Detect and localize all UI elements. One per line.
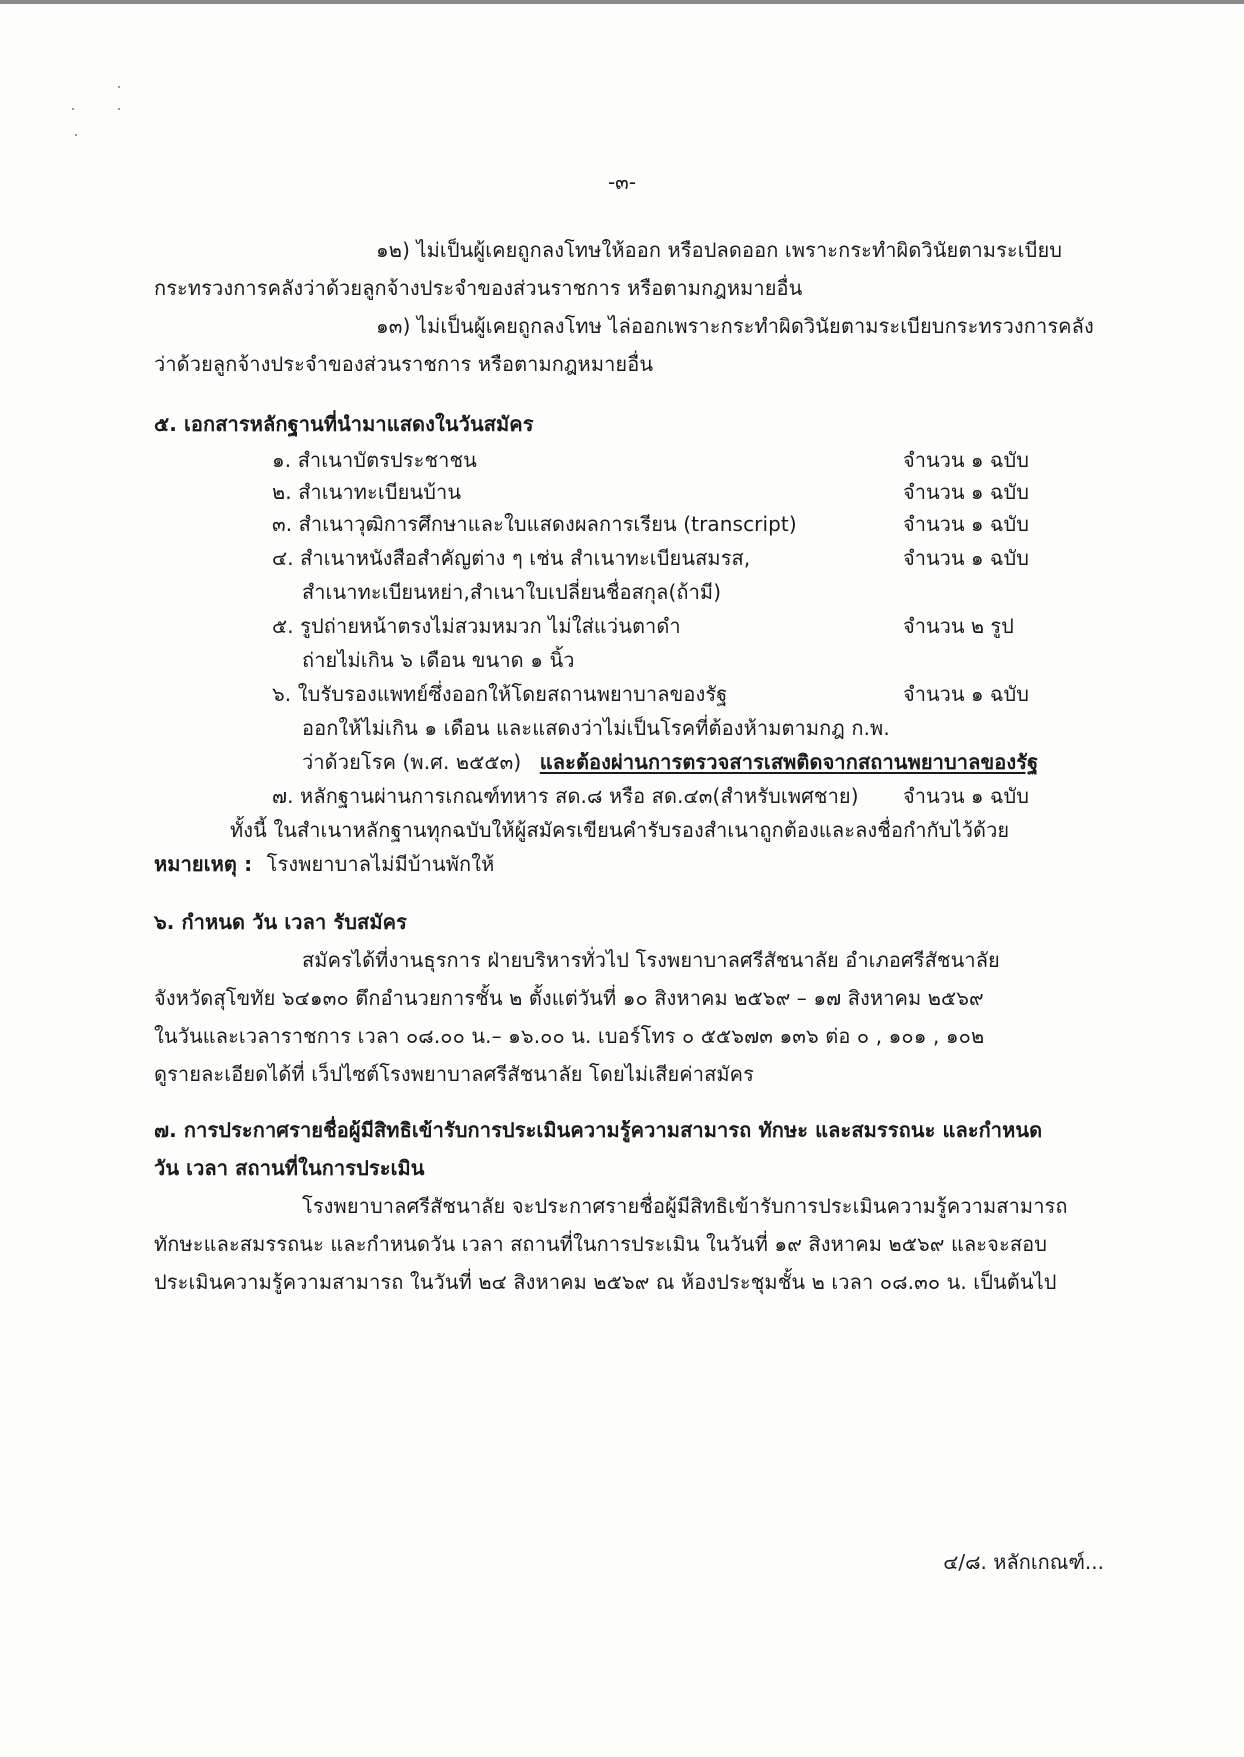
- note-line: [154, 850, 494, 878]
- doc-item-1: ๑. สำเนาบัตรประชาชน: [272, 448, 477, 472]
- doc-item-5-qty: จำนวน ๒ รูป: [903, 614, 1014, 638]
- scan-speck: [75, 134, 77, 136]
- section6-line2: จังหวัดสุโขทัย ๖๔๑๓๐ ตึกอำนวยการชั้น ๒ ตั้งแต่วันที่ ๑๐ สิงหาคม ๒๕๖๙ – ๑๗ สิงหาคม ๒๕๖๙: [154, 986, 984, 1010]
- doc-item-3-qty: จำนวน ๑ ฉบับ: [903, 512, 1029, 536]
- qualification-13-line2: ว่าด้วยลูกจ้างประจำของส่วนราชการ หรือตามกฎหมายอื่น: [154, 352, 654, 376]
- qualification-12-line1: ๑๒) ไม่เป็นผู้เคยถูกลงโทษให้ออก หรือปลดออก เพราะกระทำผิดวินัยตามระเบียบ: [376, 238, 1063, 262]
- doc-item-4-cont: สำเนาทะเบียนหย่า,สำเนาใบเปลี่ยนชื่อสกุล(ถ้ามี): [302, 580, 722, 604]
- section5-closing: ทั้งนี้ ในสำเนาหลักฐานทุกฉบับให้ผู้สมัครเขียนคำรับรองสำเนาถูกต้องและลงชื่อกำกับไว้ด้วย: [230, 818, 1010, 842]
- section6-line1: สมัครได้ที่งานธุรการ ฝ่ายบริหารทั่วไป โรงพยาบาลศรีสัชนาลัย อำเภอศรีสัชนาลัย: [302, 948, 1000, 972]
- doc-item-7-qty: จำนวน ๑ ฉบับ: [903, 784, 1029, 808]
- section5-heading: ๕. เอกสารหลักฐานที่นำมาแสดงในวันสมัคร: [154, 412, 534, 436]
- section6-heading: ๖. กำหนด วัน เวลา รับสมัคร: [154, 910, 407, 934]
- drug-test-requirement: และต้องผ่านการตรวจสารเสพติดจากสถานพยาบาลของรัฐ: [539, 750, 1039, 774]
- note-label: หมายเหตุ :: [154, 852, 253, 876]
- doc-item-6: ๖. ใบรับรองแพทย์ซึ่งออกให้โดยสถานพยาบาลของรัฐ: [272, 682, 728, 706]
- section7-heading-line1: ๗. การประกาศรายชื่อผู้มีสิทธิเข้ารับการประเมินความรู้ความสามารถ ทักษะ และสมรรถนะ และกำหนด: [154, 1118, 1043, 1142]
- note-text: โรงพยาบาลไม่มีบ้านพักให้: [266, 852, 495, 876]
- doc-item-5-cont: ถ่ายไม่เกิน ๖ เดือน ขนาด ๑ นิ้ว: [302, 648, 575, 672]
- doc-item-6-qty: จำนวน ๑ ฉบับ: [903, 682, 1029, 706]
- section7-line2: ทักษะและสมรรถนะ และกำหนดวัน เวลา สถานที่ในการประเมิน ในวันที่ ๑๙ สิงหาคม ๒๕๖๙ และจะสอบ: [154, 1232, 1048, 1256]
- section6-line4: ดูรายละเอียดได้ที่ เว็ปไซต์โรงพยาบาลศรีสัชนาลัย โดยไม่เสียค่าสมัคร: [154, 1062, 754, 1086]
- section7-line1: โรงพยาบาลศรีสัชนาลัย จะประกาศรายชื่อผู้มีสิทธิเข้ารับการประเมินความรู้ความสามารถ: [302, 1194, 1068, 1218]
- doc-item-6-cont1: ออกให้ไม่เกิน ๑ เดือน และแสดงว่าไม่เป็นโรคที่ต้องห้ามตามกฎ ก.พ.: [302, 716, 890, 740]
- doc-item-6-cont2-text: ว่าด้วยโรค (พ.ศ. ๒๕๕๓): [302, 750, 522, 774]
- section7-heading-line2: วัน เวลา สถานที่ในการประเมิน: [154, 1156, 425, 1180]
- doc-item-3: ๓. สำเนาวุฒิการศึกษาและใบแสดงผลการเรียน (transcript): [272, 512, 797, 536]
- doc-item-5: ๕. รูปถ่ายหน้าตรงไม่สวมหมวก ไม่ใส่แว่นตาดำ: [272, 614, 681, 638]
- scan-speck: [72, 108, 74, 110]
- qualification-12-line2: กระทรวงการคลังว่าด้วยลูกจ้างประจำของส่วนราชการ หรือตามกฎหมายอื่น: [154, 276, 803, 300]
- page-number: -๓-: [607, 170, 637, 194]
- doc-item-2-qty: จำนวน ๑ ฉบับ: [903, 480, 1029, 504]
- next-page-reference: ๔/๘. หลักเกณฑ์...: [943, 1550, 1104, 1574]
- qualification-13-line1: ๑๓) ไม่เป็นผู้เคยถูกลงโทษ ไล่ออกเพราะกระทำผิดวินัยตามระเบียบกระทรวงการคลัง: [376, 314, 1094, 338]
- doc-item-1-qty: จำนวน ๑ ฉบับ: [903, 448, 1029, 472]
- section6-line3: ในวันและเวลาราชการ เวลา ๐๘.๐๐ น.– ๑๖.๐๐ น. เบอร์โทร ๐ ๕๕๖๗๓ ๑๓๖ ต่อ ๐ , ๑๐๑ , ๑๐๒: [154, 1024, 985, 1048]
- scan-speck: [118, 86, 120, 88]
- doc-item-7: ๗. หลักฐานผ่านการเกณฑ์ทหาร สด.๘ หรือ สด.๔๓(สำหรับเพศชาย): [272, 784, 859, 808]
- scan-speck: [118, 108, 120, 110]
- doc-item-4-qty: จำนวน ๑ ฉบับ: [903, 546, 1029, 570]
- doc-item-4: ๔. สำเนาหนังสือสำคัญต่าง ๆ เช่น สำเนาทะเบียนสมรส,: [272, 546, 751, 570]
- section7-line3: ประเมินความรู้ความสามารถ ในวันที่ ๒๔ สิงหาคม ๒๕๖๙ ณ ห้องประชุมชั้น ๒ เวลา ๐๘.๓๐ น. เป็นต้นไป: [154, 1270, 1057, 1294]
- doc-item-2: ๒. สำเนาทะเบียนบ้าน: [272, 480, 462, 504]
- doc-item-6-cont2: [302, 748, 1038, 776]
